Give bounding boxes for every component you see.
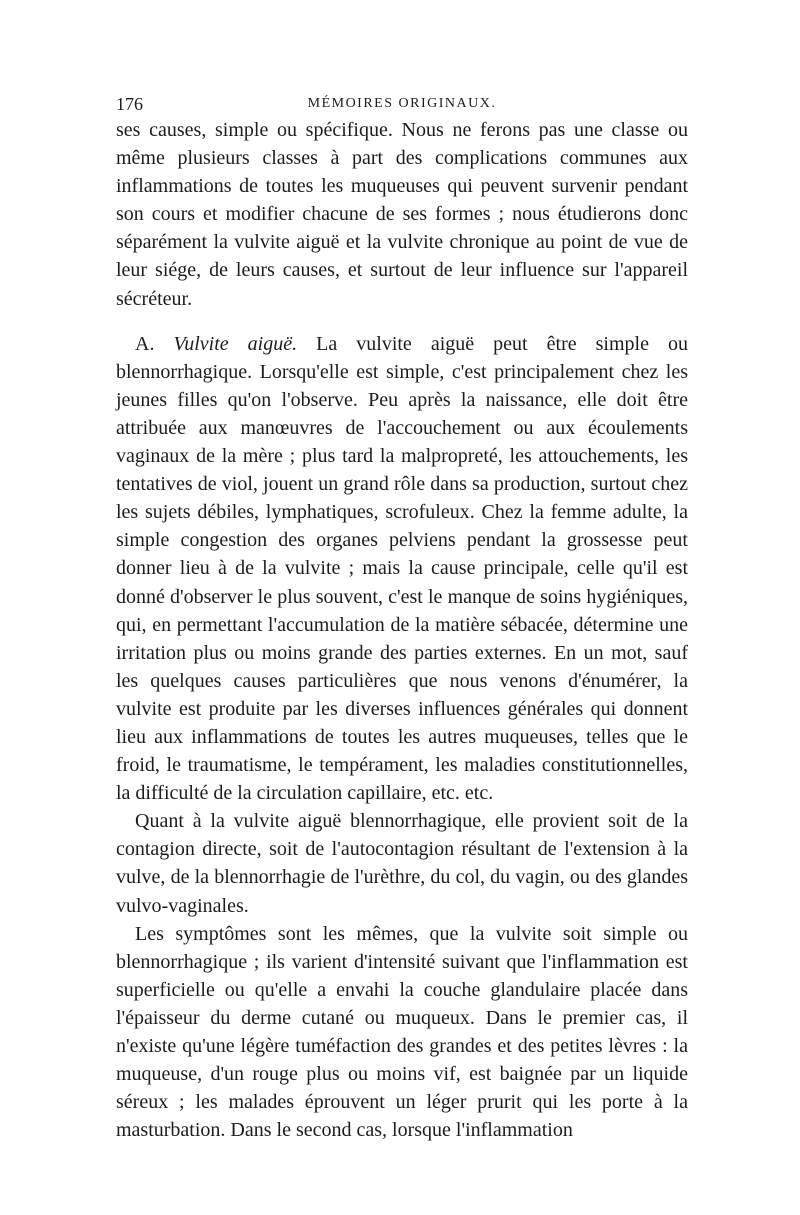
paragraph-text: ses causes, simple ou spécifique. Nous ne ferons pas une classe ou même plusieurs classes à part des complications communes aux inflammations de toutes les muqueuses qui peuvent survenir pendant son cours et modifier chacune de ses formes ; nous étudierons donc séparément la vulvite aiguë et la vulvite chronique au point de vue de leur siége, de leurs causes, et surtout de leur influence sur l'appareil sécréteur.: [116, 119, 688, 310]
book-page: [116, 92, 688, 1144]
paragraph-symptoms: [116, 920, 688, 1145]
running-title: MÉMOIRES ORIGINAUX.: [307, 96, 497, 111]
section-label: A.: [135, 332, 155, 355]
page-number: 176: [116, 94, 143, 114]
paragraph-text: Les symptômes sont les mêmes, que la vulvite soit simple ou blennorrhagique ; ils varient d'intensité suivant que l'inflammation est superficielle ou qu'elle a envahi la couche glandulaire placée dans l'épaisseur du derme cutané ou muqueux. Dans le premier cas, il n'existe qu'une légère tuméfaction des grandes et des petites lèvres : la muqueuse, d'un rouge plus ou moins vif, est baignée par un liquide séreux ; les malades éprouvent un léger prurit qui les porte à la masturbation. Dans le second cas, lorsque l'inflammation: [116, 922, 688, 1142]
body-text: [116, 116, 688, 1144]
paragraph-text: Quant à la vulvite aiguë blennorrhagique, elle provient soit de la contagion directe, soit de l'autocontagion résultant de l'extension à la vulve, de la blennorrhagie de l'urèthre, du col, du vagin, ou des glandes vulvo-vaginales.: [116, 810, 688, 917]
paragraph-text: La vulvite aiguë peut être simple ou blennorrhagique. Lorsqu'elle est simple, c'est principalement chez les jeunes filles qu'on l'observe. Peu après la naissance, elle doit être attribuée aux manœuvres de l'accouchement ou aux écoulements vaginaux de la mère ; plus tard la malpropreté, les attouchements, les tentatives de viol, jouent un grand rôle dans sa production, surtout chez les sujets débiles, lymphatiques, scrofuleux. Chez la femme adulte, la simple congestion des organes pelviens pendant la grossesse peut donner lieu à de la vulvite ; mais la cause principale, celle qu'il est donné d'observer le plus souvent, c'est le manque de soins hygiéniques, qui, en permettant l'accumulation de la matière sébacée, détermine une irritation plus ou moins grande des parties externes. En un mot, sauf les quelques causes particulières que nous venons d'énumérer, la vulvite est produite par les diverses influences générales qui donnent lieu aux inflammations de toutes les autres muqueuses, telles que le froid, le traumatisme, le tempérament, les maladies constitutionnelles, la difficulté de la circulation capillaire, etc. etc.: [116, 332, 689, 805]
section-title: Vulvite aiguë.: [173, 332, 298, 355]
paragraph-blennorrhagic: [116, 807, 688, 919]
running-head: [116, 92, 688, 116]
paragraph-acute-vulvitis: [116, 330, 688, 808]
paragraph-continuation: [116, 116, 688, 313]
